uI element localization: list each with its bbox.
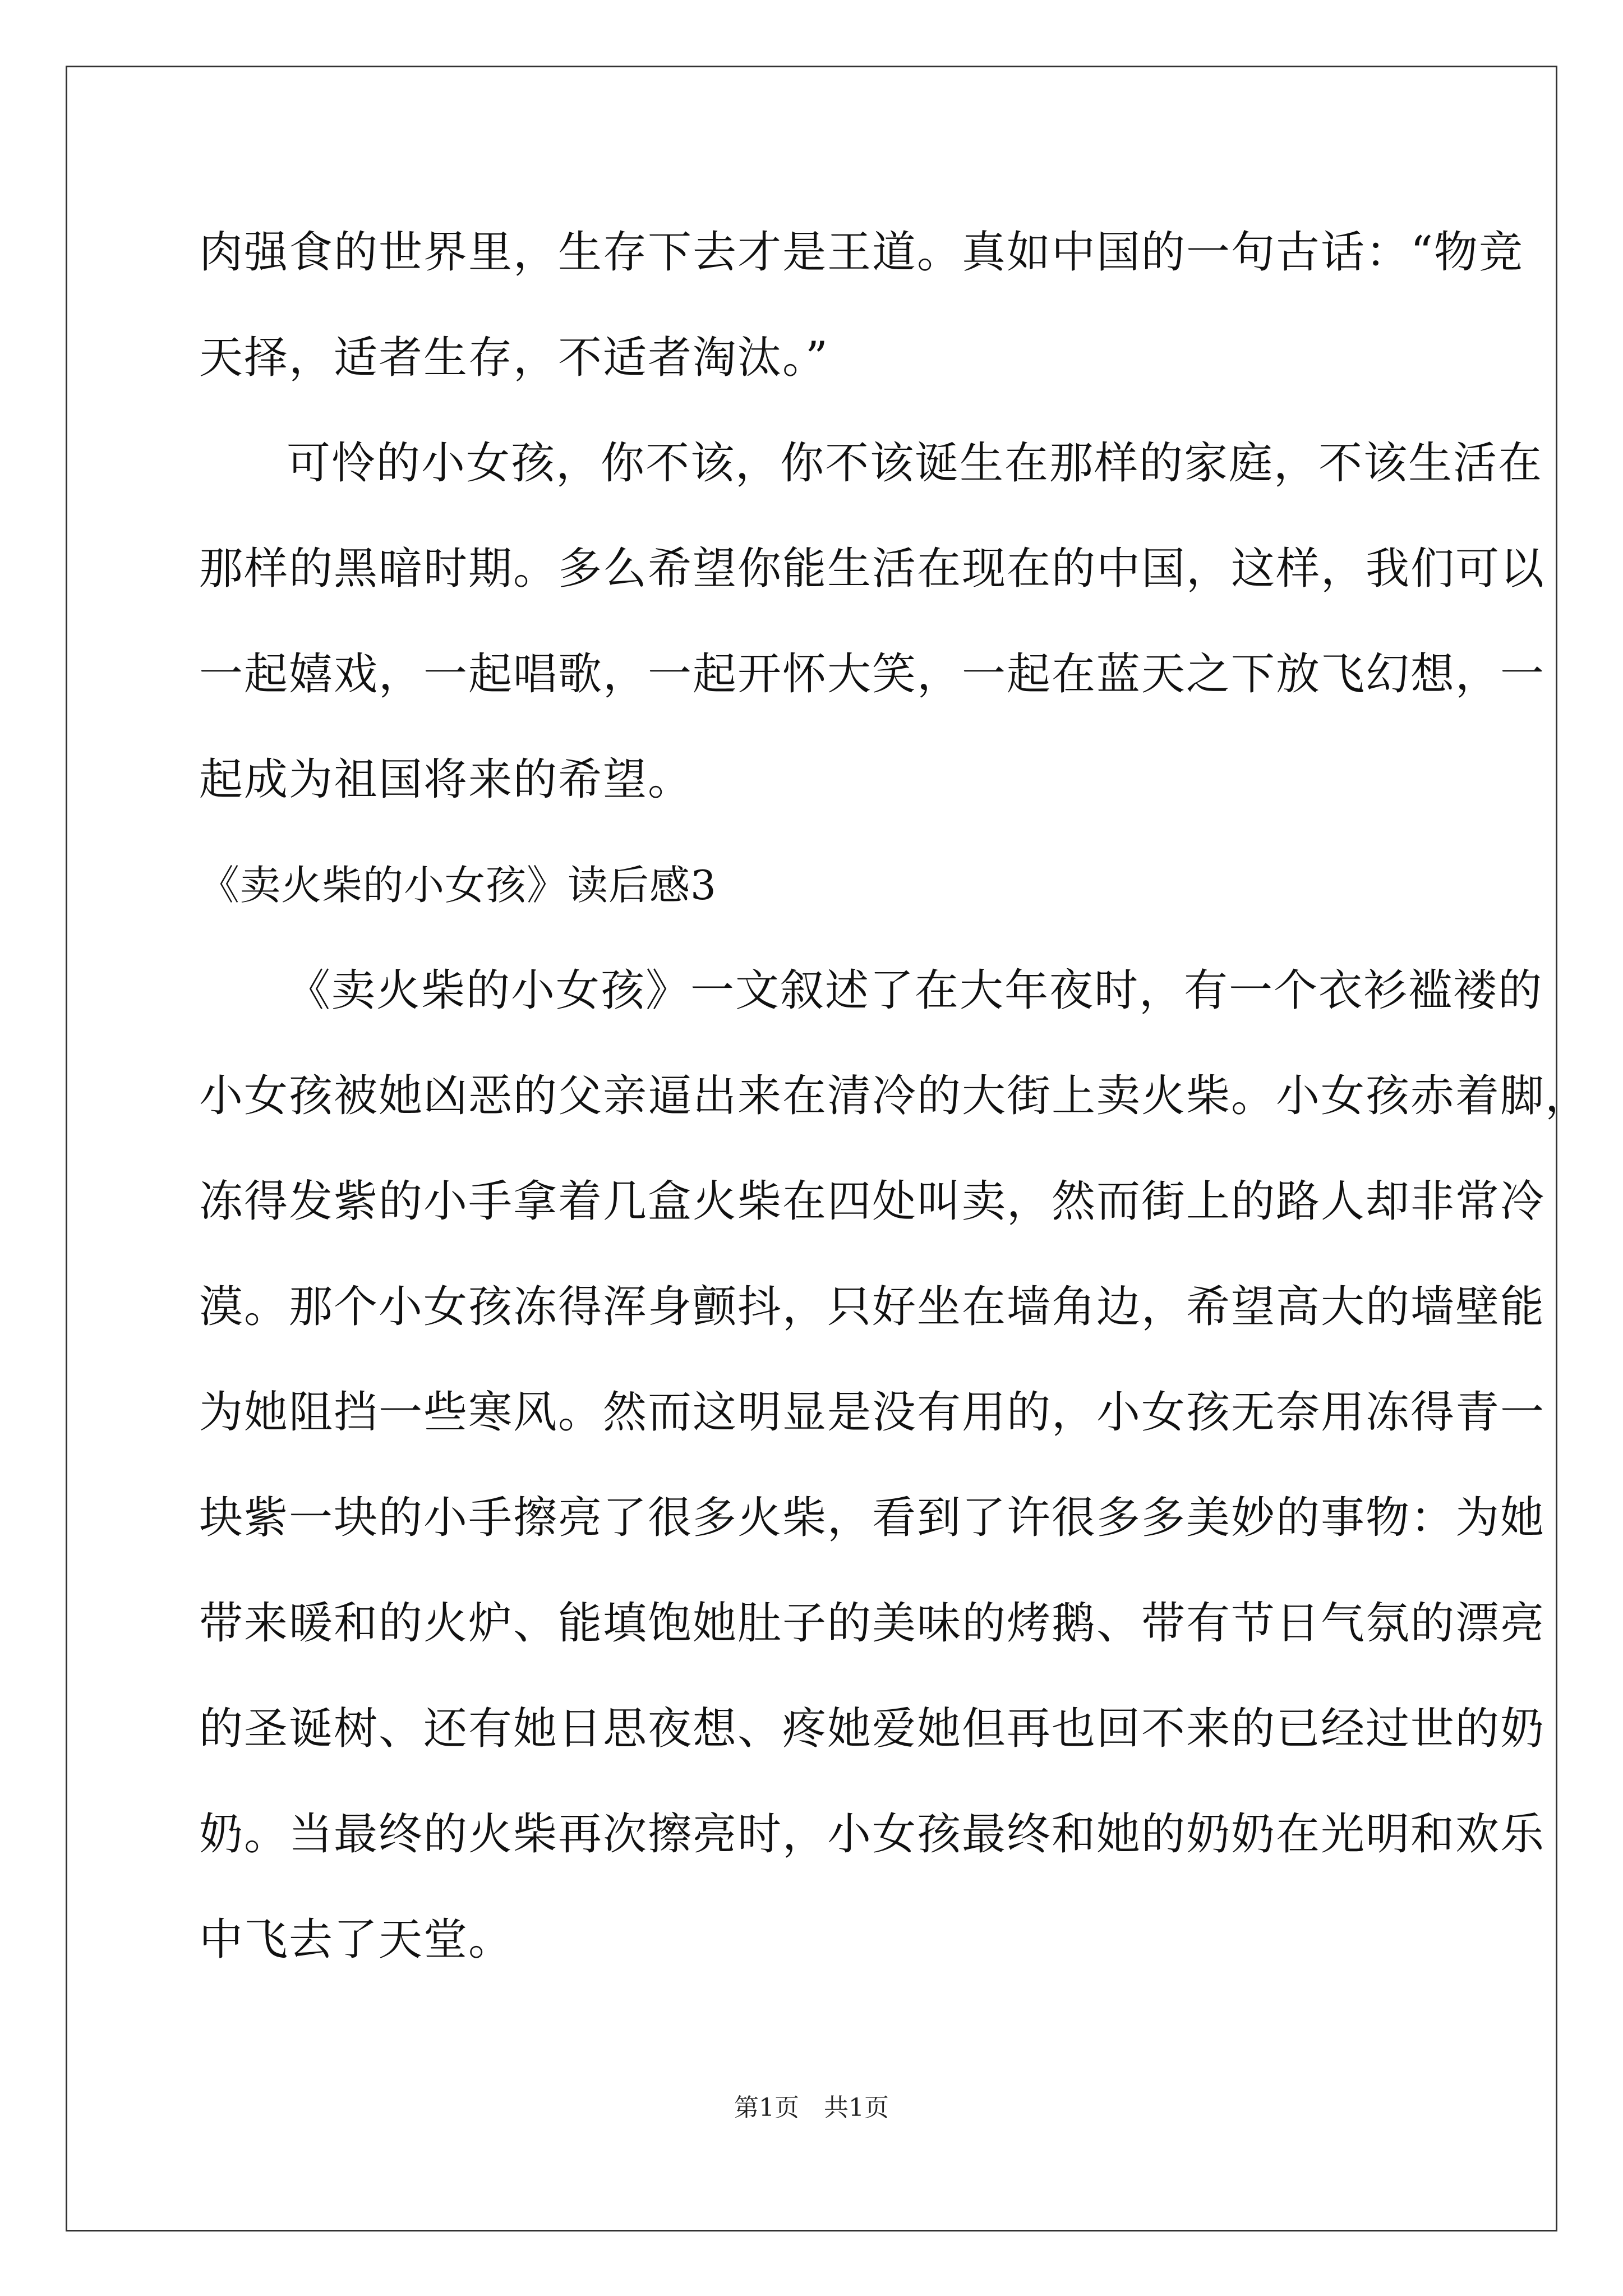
page-border bbox=[66, 66, 1557, 2231]
page-footer: 第1页 共1页 bbox=[734, 2093, 889, 2122]
text-line: 肉强食的世界里，生存下去才是王道。真如中国的一句古话：“物竞 bbox=[199, 227, 1524, 278]
text-line: 小女孩被她凶恶的父亲逼出来在清冷的大街上卖火柴。小女孩赤着脚， bbox=[199, 1071, 1590, 1121]
text-line: 冻得发紫的小手拿着几盒火柴在四处叫卖，然而街上的路人却非常冷 bbox=[199, 1176, 1546, 1227]
text-line: 天择，适者生存，不适者淘汰。” bbox=[199, 333, 829, 383]
text-line: 的圣诞树、还有她日思夜想、疼她爱她但再也回不来的已经过世的奶 bbox=[199, 1704, 1546, 1754]
text-line: 带来暖和的火炉、能填饱她肚子的美味的烤鹅、带有节日气氛的漂亮 bbox=[199, 1598, 1546, 1649]
text-line: 中飞去了天堂。 bbox=[199, 1915, 514, 1965]
paragraph-first-line: 《卖火柴的小女孩》一文叙述了在大年夜时，有一个衣衫褴褛的 bbox=[287, 965, 1543, 1016]
text-line: 那样的黑暗时期。多么希望你能生活在现在的中国，这样，我们可以 bbox=[199, 544, 1546, 594]
text-line: 起成为祖国将来的希望。 bbox=[199, 754, 693, 805]
paragraph-first-line: 可怜的小女孩，你不该，你不该诞生在那样的家庭，不该生活在 bbox=[287, 438, 1543, 489]
section-heading: 《卖火柴的小女孩》读后感3 bbox=[199, 862, 717, 909]
text-line: 为她阻挡一些寒风。然而这明显是没有用的，小女孩无奈用冻得青一 bbox=[199, 1387, 1546, 1438]
text-line: 奶。当最终的火柴再次擦亮时，小女孩最终和她的奶奶在光明和欢乐 bbox=[199, 1809, 1546, 1860]
text-line: 一起嬉戏，一起唱歌，一起开怀大笑，一起在蓝天之下放飞幻想，一 bbox=[199, 649, 1546, 700]
text-line: 块紫一块的小手擦亮了很多火柴，看到了许很多多美妙的事物：为她 bbox=[199, 1493, 1546, 1543]
text-line: 漠。那个小女孩冻得浑身颤抖，只好坐在墙角边，希望高大的墙壁能 bbox=[199, 1282, 1546, 1332]
